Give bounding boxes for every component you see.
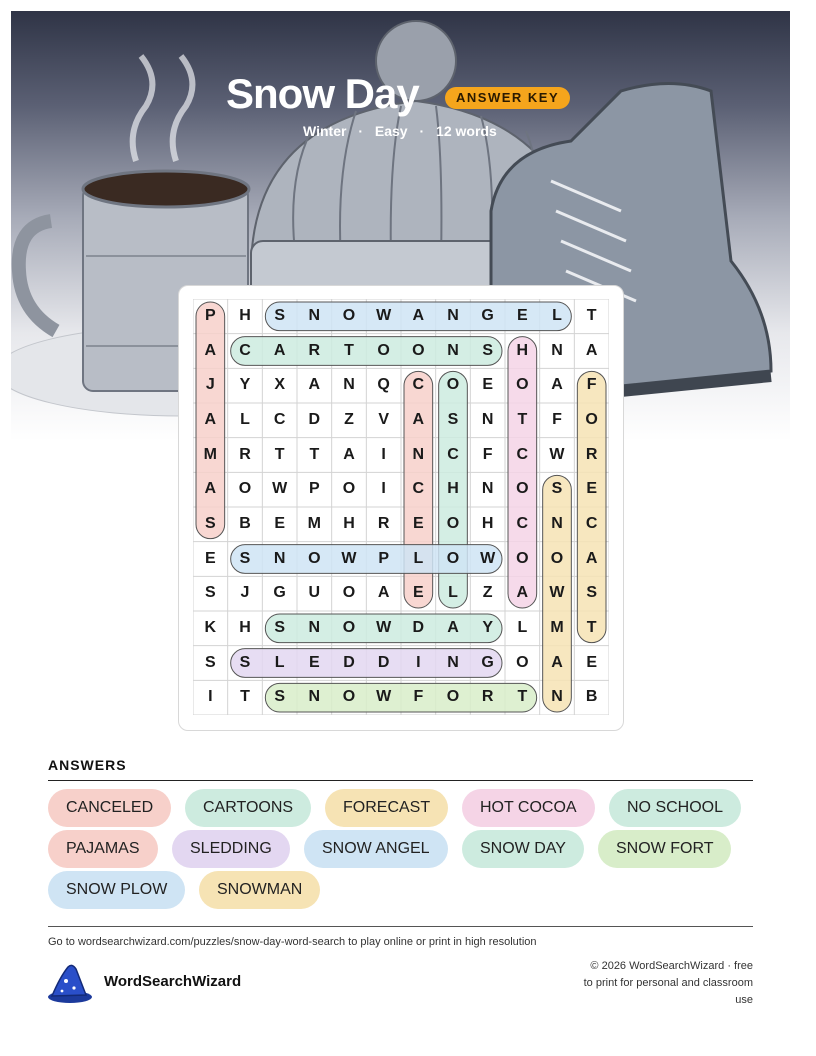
grid-cell: C	[585, 515, 598, 532]
grid-cell: O	[516, 549, 529, 567]
grid-cell: S	[204, 515, 216, 532]
grid-cell: C	[516, 445, 529, 463]
grid-cell: W	[272, 480, 288, 498]
page-title: Snow Day	[226, 70, 419, 117]
grid-cell: I	[416, 653, 421, 671]
grid-cell: C	[447, 445, 459, 463]
grid-cell: U	[308, 584, 321, 602]
grid-cell: R	[377, 515, 390, 532]
answer-pill: FORECAST	[325, 789, 448, 827]
answer-pill: SNOWMAN	[199, 871, 320, 909]
grid-cell: T	[309, 445, 320, 463]
grid-cell: N	[308, 688, 321, 706]
grid-cell: A	[585, 549, 598, 567]
grid-cell: O	[585, 411, 598, 428]
wizard-hat-icon	[46, 963, 94, 1005]
grid-cell: L	[274, 653, 285, 671]
grid-cell: E	[412, 515, 424, 532]
grid-cell: E	[412, 584, 424, 602]
grid-cell: T	[517, 411, 528, 428]
grid-cell: F	[586, 376, 597, 394]
answer-pill: SNOW FORT	[598, 830, 731, 868]
puzzle-meta	[303, 123, 497, 139]
grid-cell: C	[516, 515, 529, 532]
grid-cell: A	[516, 584, 529, 602]
answers-heading: ANSWERS	[48, 757, 127, 773]
answer-pill: HOT COCOA	[462, 789, 595, 827]
grid-cell: L	[517, 619, 528, 636]
grid-cell: A	[343, 445, 355, 463]
grid-cell: G	[481, 653, 494, 671]
grid-cell: S	[551, 480, 563, 498]
grid-cell: G	[481, 307, 494, 324]
grid-cell: O	[446, 549, 460, 567]
grid-cell: W	[480, 549, 496, 567]
grid-cell: A	[308, 376, 321, 394]
grid-cell: R	[239, 445, 251, 463]
grid-cell: I	[381, 445, 386, 463]
divider	[48, 780, 753, 781]
grid-cell: F	[413, 688, 424, 706]
grid-cell: N	[343, 376, 355, 394]
grid-cell: Z	[344, 411, 354, 428]
grid-cell: O	[308, 549, 321, 567]
grid-cell: R	[481, 688, 494, 706]
copyright: © 2026 WordSearchWizard · free to print for personal and classroom use	[583, 960, 753, 1006]
grid-cell: A	[204, 480, 217, 498]
grid-cell: S	[239, 653, 251, 671]
grid-cell: A	[551, 376, 563, 394]
grid-cell: W	[549, 445, 565, 463]
grid-cell: C	[239, 341, 251, 359]
grid-cell: G	[273, 584, 286, 602]
grid-cell: B	[239, 515, 251, 532]
grid-cell: T	[586, 307, 597, 324]
grid-cell: W	[549, 584, 565, 602]
grid-cell: N	[447, 307, 459, 324]
grid-cell: S	[586, 584, 597, 602]
grid-cell: V	[378, 411, 389, 428]
grid-letters	[193, 299, 609, 715]
grid-cell: C	[412, 376, 425, 394]
grid-cell: E	[586, 653, 597, 671]
grid-cell: B	[585, 688, 598, 706]
grid-cell: M	[203, 445, 217, 463]
grid-cell: D	[343, 653, 355, 671]
grid-cell: O	[516, 480, 529, 498]
answer-pill: SNOW ANGEL	[304, 830, 448, 868]
grid-cell: Z	[482, 584, 493, 602]
grid-cell: L	[552, 307, 562, 324]
grid-cell: H	[447, 480, 459, 498]
grid-cell: Y	[239, 376, 251, 394]
grid-cell: O	[446, 515, 460, 532]
grid-cell: S	[274, 307, 285, 324]
grid-cell: A	[585, 341, 598, 359]
grid-cell: P	[308, 480, 320, 498]
grid-cell: N	[308, 307, 321, 324]
grid-cell: T	[517, 688, 528, 706]
grid-cell: N	[447, 341, 459, 359]
grid-cell: E	[586, 480, 597, 498]
grid-cell: O	[377, 341, 390, 359]
meta-separator: ·	[419, 123, 425, 139]
grid-cell: E	[516, 307, 528, 324]
grid-cell: O	[342, 619, 356, 636]
grid-cell: N	[273, 549, 286, 567]
grid-cell: E	[308, 653, 320, 671]
answer-pill: SLEDDING	[172, 830, 290, 868]
grid-cell: T	[344, 341, 354, 359]
grid-cell: O	[516, 653, 529, 671]
grid-cell: J	[240, 584, 250, 602]
grid-cell: N	[308, 619, 321, 636]
grid-cell: Y	[482, 619, 493, 636]
grid-cell: H	[239, 307, 251, 324]
grid-cell: H	[239, 619, 251, 636]
grid-cell: S	[204, 653, 216, 671]
footer-note: Go to wordsearchwizard.com/puzzles/snow-day-word-search to play online or print in high resolution	[48, 936, 537, 948]
grid-cell: F	[482, 445, 493, 463]
grid-cell: X	[274, 376, 285, 394]
grid-cell: M	[307, 515, 321, 532]
grid-cell: K	[204, 619, 217, 636]
grid-cell: S	[274, 619, 285, 636]
grid-cell: A	[551, 653, 563, 671]
grid-cell: Q	[377, 376, 390, 394]
grid-cell: W	[376, 619, 392, 636]
grid-cell: D	[308, 411, 321, 428]
grid-cell: S	[204, 584, 216, 602]
grid-cell: H	[516, 341, 529, 359]
grid-cell: P	[378, 549, 389, 567]
grid-cell: S	[239, 549, 251, 567]
grid-cell: N	[551, 515, 563, 532]
grid-cell: I	[381, 480, 386, 498]
answer-pill: NO SCHOOL	[609, 789, 741, 827]
answer-pill: CANCELED	[48, 789, 171, 827]
grid-cell: A	[273, 341, 286, 359]
grid-cell: O	[342, 584, 356, 602]
grid-cell: W	[376, 688, 392, 706]
grid-cell: E	[274, 515, 285, 532]
grid-cell: O	[446, 688, 460, 706]
answer-pill: CARTOONS	[185, 789, 311, 827]
answer-key-badge: ANSWER KEY	[445, 87, 570, 109]
grid-cell: E	[204, 549, 216, 567]
answer-pill: SNOW DAY	[462, 830, 584, 868]
grid-cell: M	[550, 619, 564, 636]
grid-cell: S	[482, 341, 493, 359]
grid-cell: H	[343, 515, 355, 532]
grid-cell: S	[447, 411, 459, 428]
grid-cell: H	[481, 515, 494, 532]
grid-cell: I	[208, 688, 213, 706]
meta-separator: ·	[358, 123, 363, 139]
meta-theme: Winter	[303, 123, 347, 139]
grid-cell: L	[240, 411, 250, 428]
grid-cell: W	[376, 307, 392, 324]
grid-cell: A	[204, 341, 217, 359]
grid-cell: O	[342, 480, 356, 498]
grid-cell: D	[377, 653, 390, 671]
grid-cell: N	[412, 445, 425, 463]
grid-cell: R	[308, 341, 321, 359]
grid-cell: E	[482, 376, 493, 394]
grid-cell: O	[550, 549, 564, 567]
grid-cell: O	[412, 341, 425, 359]
grid-cell: T	[274, 445, 285, 463]
grid-cell: O	[238, 480, 252, 498]
grid-cell: A	[412, 411, 425, 428]
grid-cell: T	[240, 688, 250, 706]
answer-pill: SNOW PLOW	[48, 871, 185, 909]
grid-cell: C	[273, 411, 286, 428]
answer-pill: PAJAMAS	[48, 830, 158, 868]
grid-cell: N	[551, 688, 563, 706]
meta-word-count: 12 words	[436, 123, 497, 139]
grid-cell: C	[412, 480, 425, 498]
grid-cell: O	[516, 376, 529, 394]
grid-cell: L	[413, 549, 424, 567]
grid-cell: A	[377, 584, 390, 602]
grid-cell: A	[412, 307, 425, 324]
grid-cell: J	[205, 376, 215, 394]
grid-cell: N	[481, 480, 494, 498]
grid-cell: N	[447, 653, 459, 671]
grid-cell: F	[552, 411, 562, 428]
grid-cell: L	[448, 584, 458, 602]
grid-cell: W	[341, 549, 357, 567]
grid-cell: N	[551, 341, 563, 359]
grid-cell: A	[447, 619, 459, 636]
meta-difficulty: Easy	[374, 123, 408, 139]
grid-cell: T	[586, 619, 597, 636]
grid-cell: N	[481, 411, 494, 428]
grid-cell: O	[342, 307, 356, 324]
brand-name: WordSearchWizard	[104, 973, 242, 990]
grid-cell: R	[585, 445, 598, 463]
grid-cell: D	[412, 619, 425, 636]
divider	[48, 926, 753, 927]
grid-cell: A	[204, 411, 217, 428]
grid-cell: O	[446, 376, 460, 394]
grid-cell: S	[274, 688, 285, 706]
grid-cell: P	[204, 307, 216, 324]
grid-cell: O	[342, 688, 356, 706]
